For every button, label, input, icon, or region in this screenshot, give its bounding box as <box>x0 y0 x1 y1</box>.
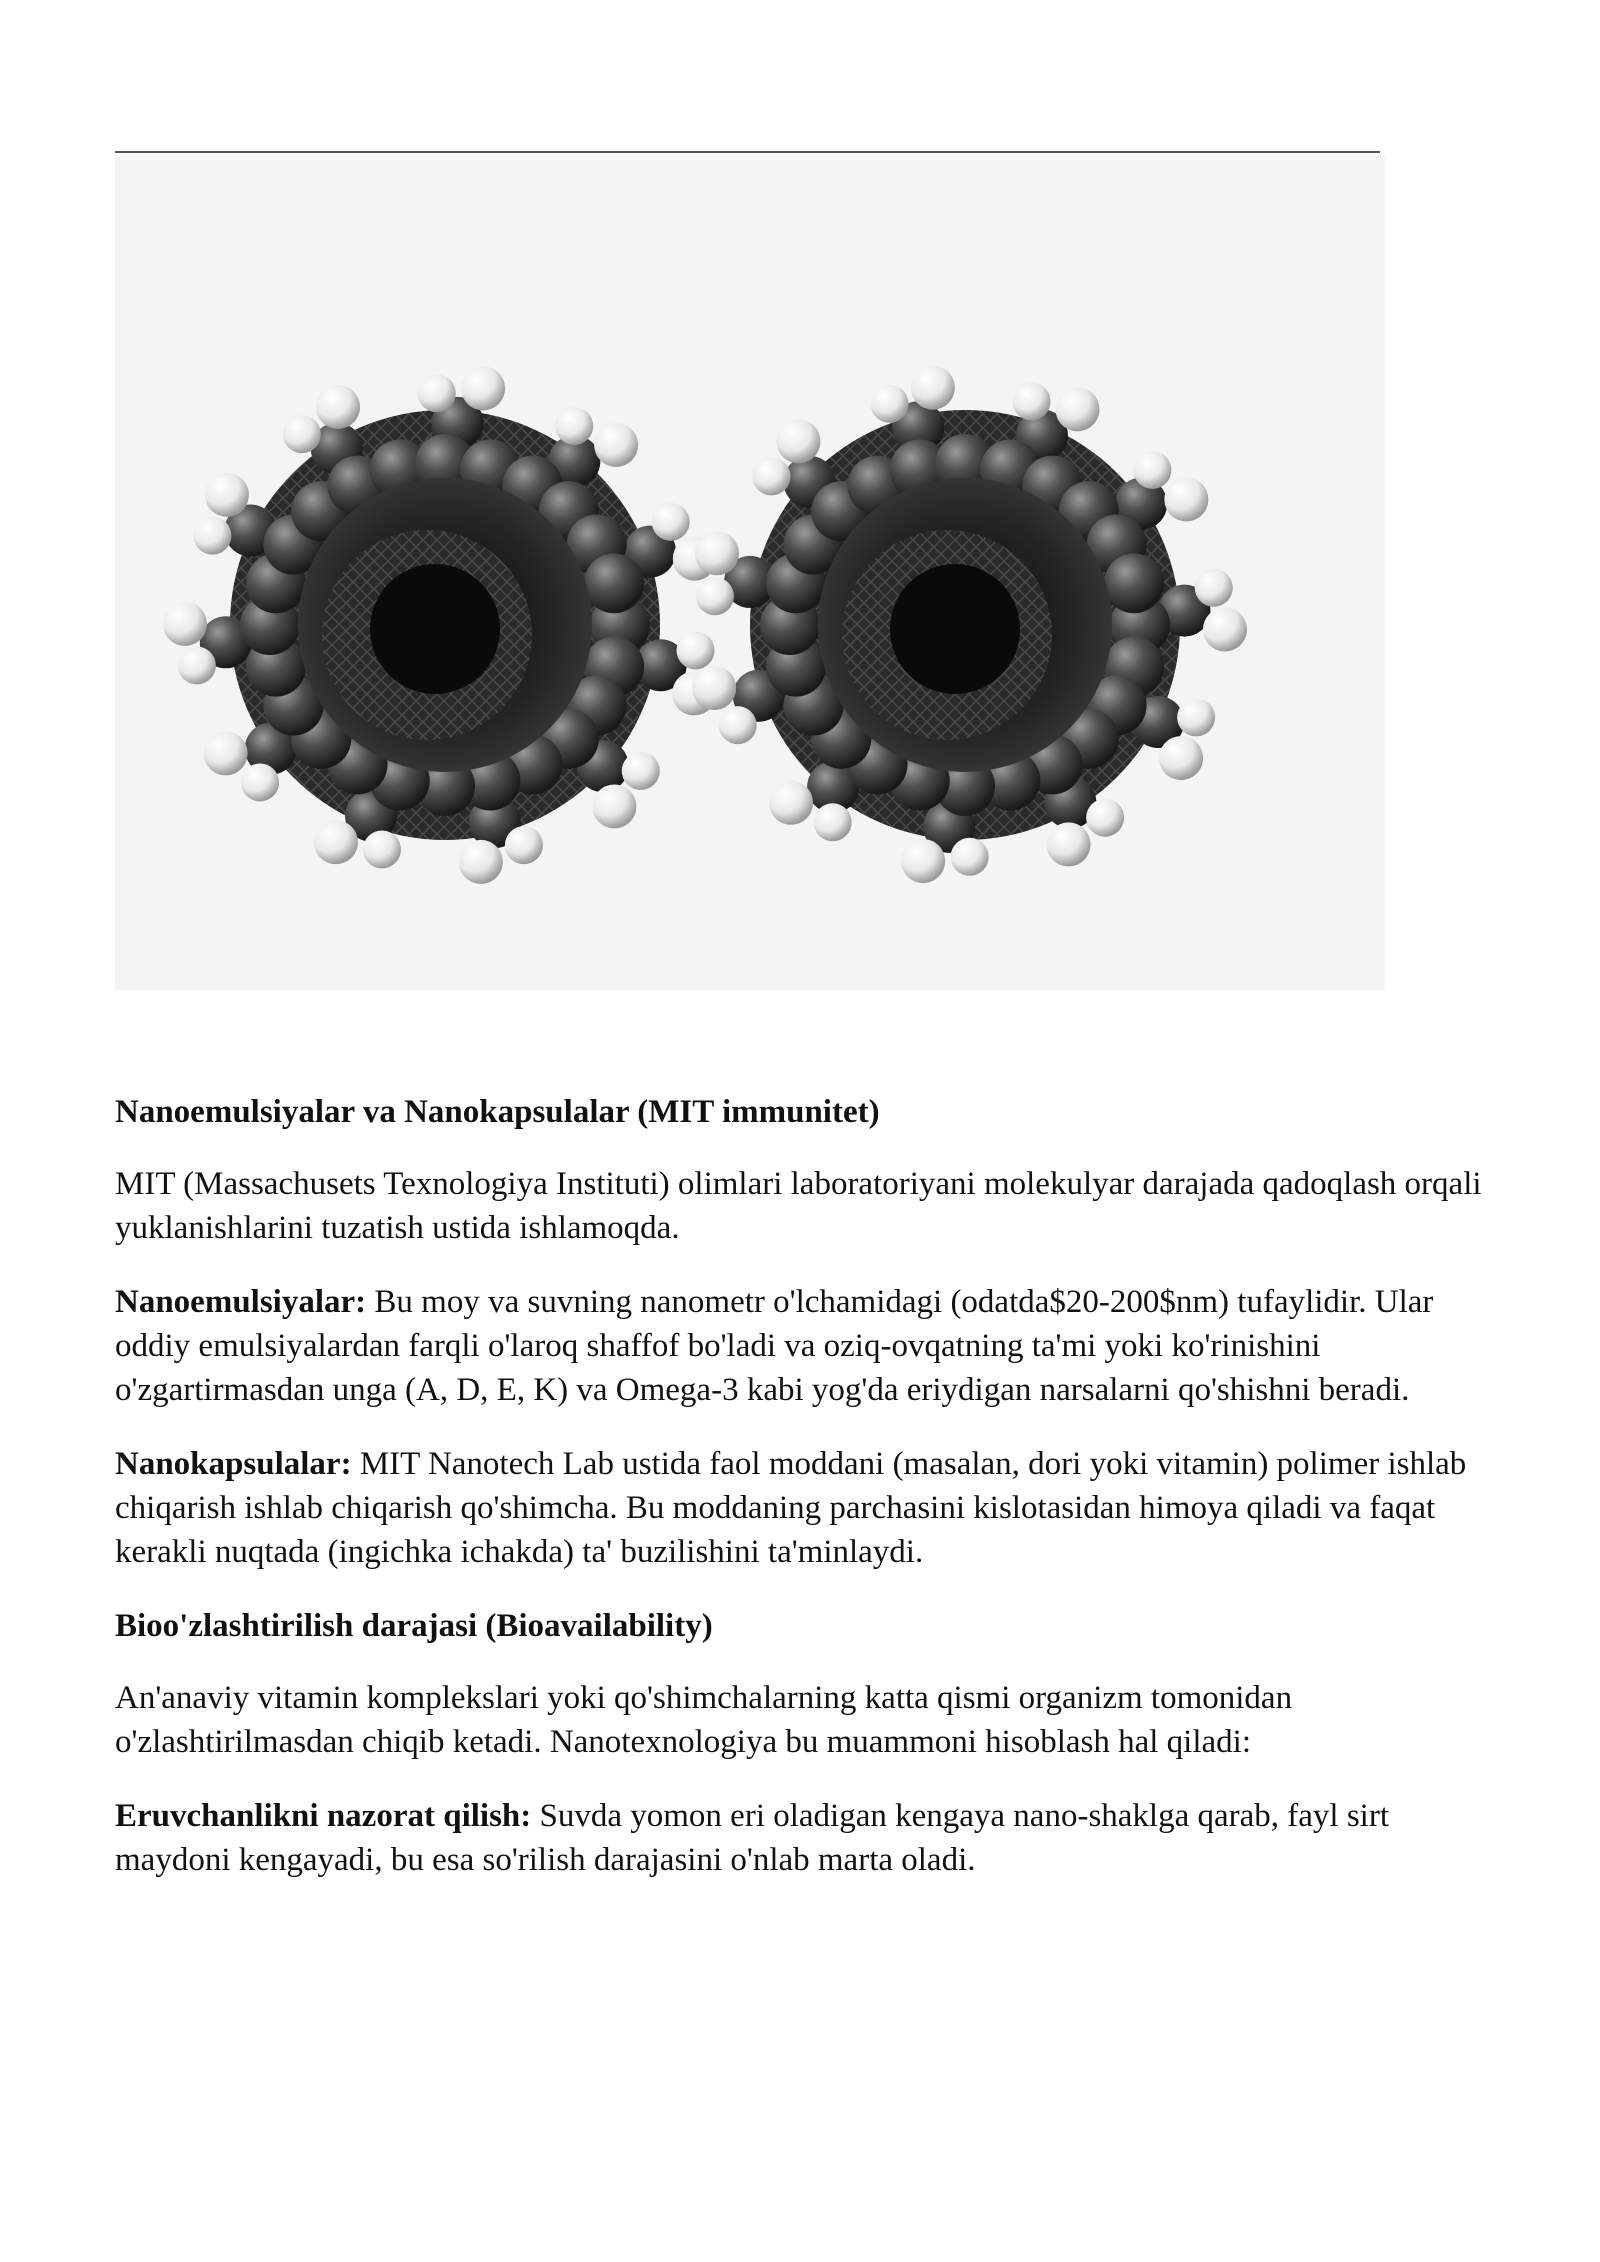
right-molecular-gear <box>692 366 1247 883</box>
term-nanoemulsions: Nanoemulsiyalar: <box>115 1284 367 1320</box>
term-nanocapsules: Nanokapsulalar: <box>115 1446 352 1482</box>
term-solubility-control: Eruvchanlikni nazorat qilish: <box>115 1798 532 1834</box>
paragraph-solubility-control <box>115 1794 1495 1882</box>
section-heading-nanoemulsions: Nanoemulsiyalar va Nanokapsulalar (MIT immunitet) <box>115 1094 880 1130</box>
paragraph-bioavailability-intro: An'anaviy vitamin komplekslari yoki qo'shimchalarning katta qismi organizm tomonidan o'zlashtirilmasdan chiqib ketadi. Nanotexnologiya bu muammoni hisoblash hal qiladi: <box>115 1680 1293 1760</box>
section-heading-bioavailability: Bioo'zlashtirilish darajasi (Bioavailability) <box>115 1608 713 1644</box>
horizontal-rule <box>115 151 1380 153</box>
text-solubility-control: Suvda yomon eri oladigan kengaya nano-shaklga qarab, fayl sirt maydoni kengayadi, bu esa so'rilish darajasini o'nlab marta oladi. <box>115 1798 1390 1878</box>
molecular-gear-illustration <box>115 155 1385 990</box>
left-molecular-gear <box>163 366 717 884</box>
text-nanocapsules: MIT Nanotech Lab ustida faol moddani (masalan, dori yoki vitamin) polimer ishlab chiqarish ishlab chiqarish qo'shimcha. Bu moddaning parchasini kislotasidan himoya qiladi va faqat kerakli nuqtada (ingichka ichakda) ta' buzilishini ta'minlaydi. <box>115 1446 1467 1570</box>
paragraph-nanocapsules <box>115 1442 1495 1574</box>
paragraph-mit-intro: MIT (Massachusets Texnologiya Instituti) olimlari laboratoriyani molekulyar darajada qadoqlash orqali yuklanishlarini tuzatish ustida ishlamoqda. <box>115 1166 1482 1246</box>
text-nanoemulsions: Bu moy va suvning nanometr o'lchamidagi (odatda$20-200$nm) tufaylidir. Ular oddiy emulsiyalardan farqli o'laroq shaffof bo'ladi va oziq-ovqatning ta'mi yoki ko'rinishini o'zgartirmasdan unga (A, D, E, K) va Omega-3 kabi yog'da eriydigan narsalarni qo'shishni beradi. <box>115 1284 1434 1408</box>
document-body <box>115 1090 1495 1912</box>
paragraph-nanoemulsions <box>115 1280 1495 1412</box>
